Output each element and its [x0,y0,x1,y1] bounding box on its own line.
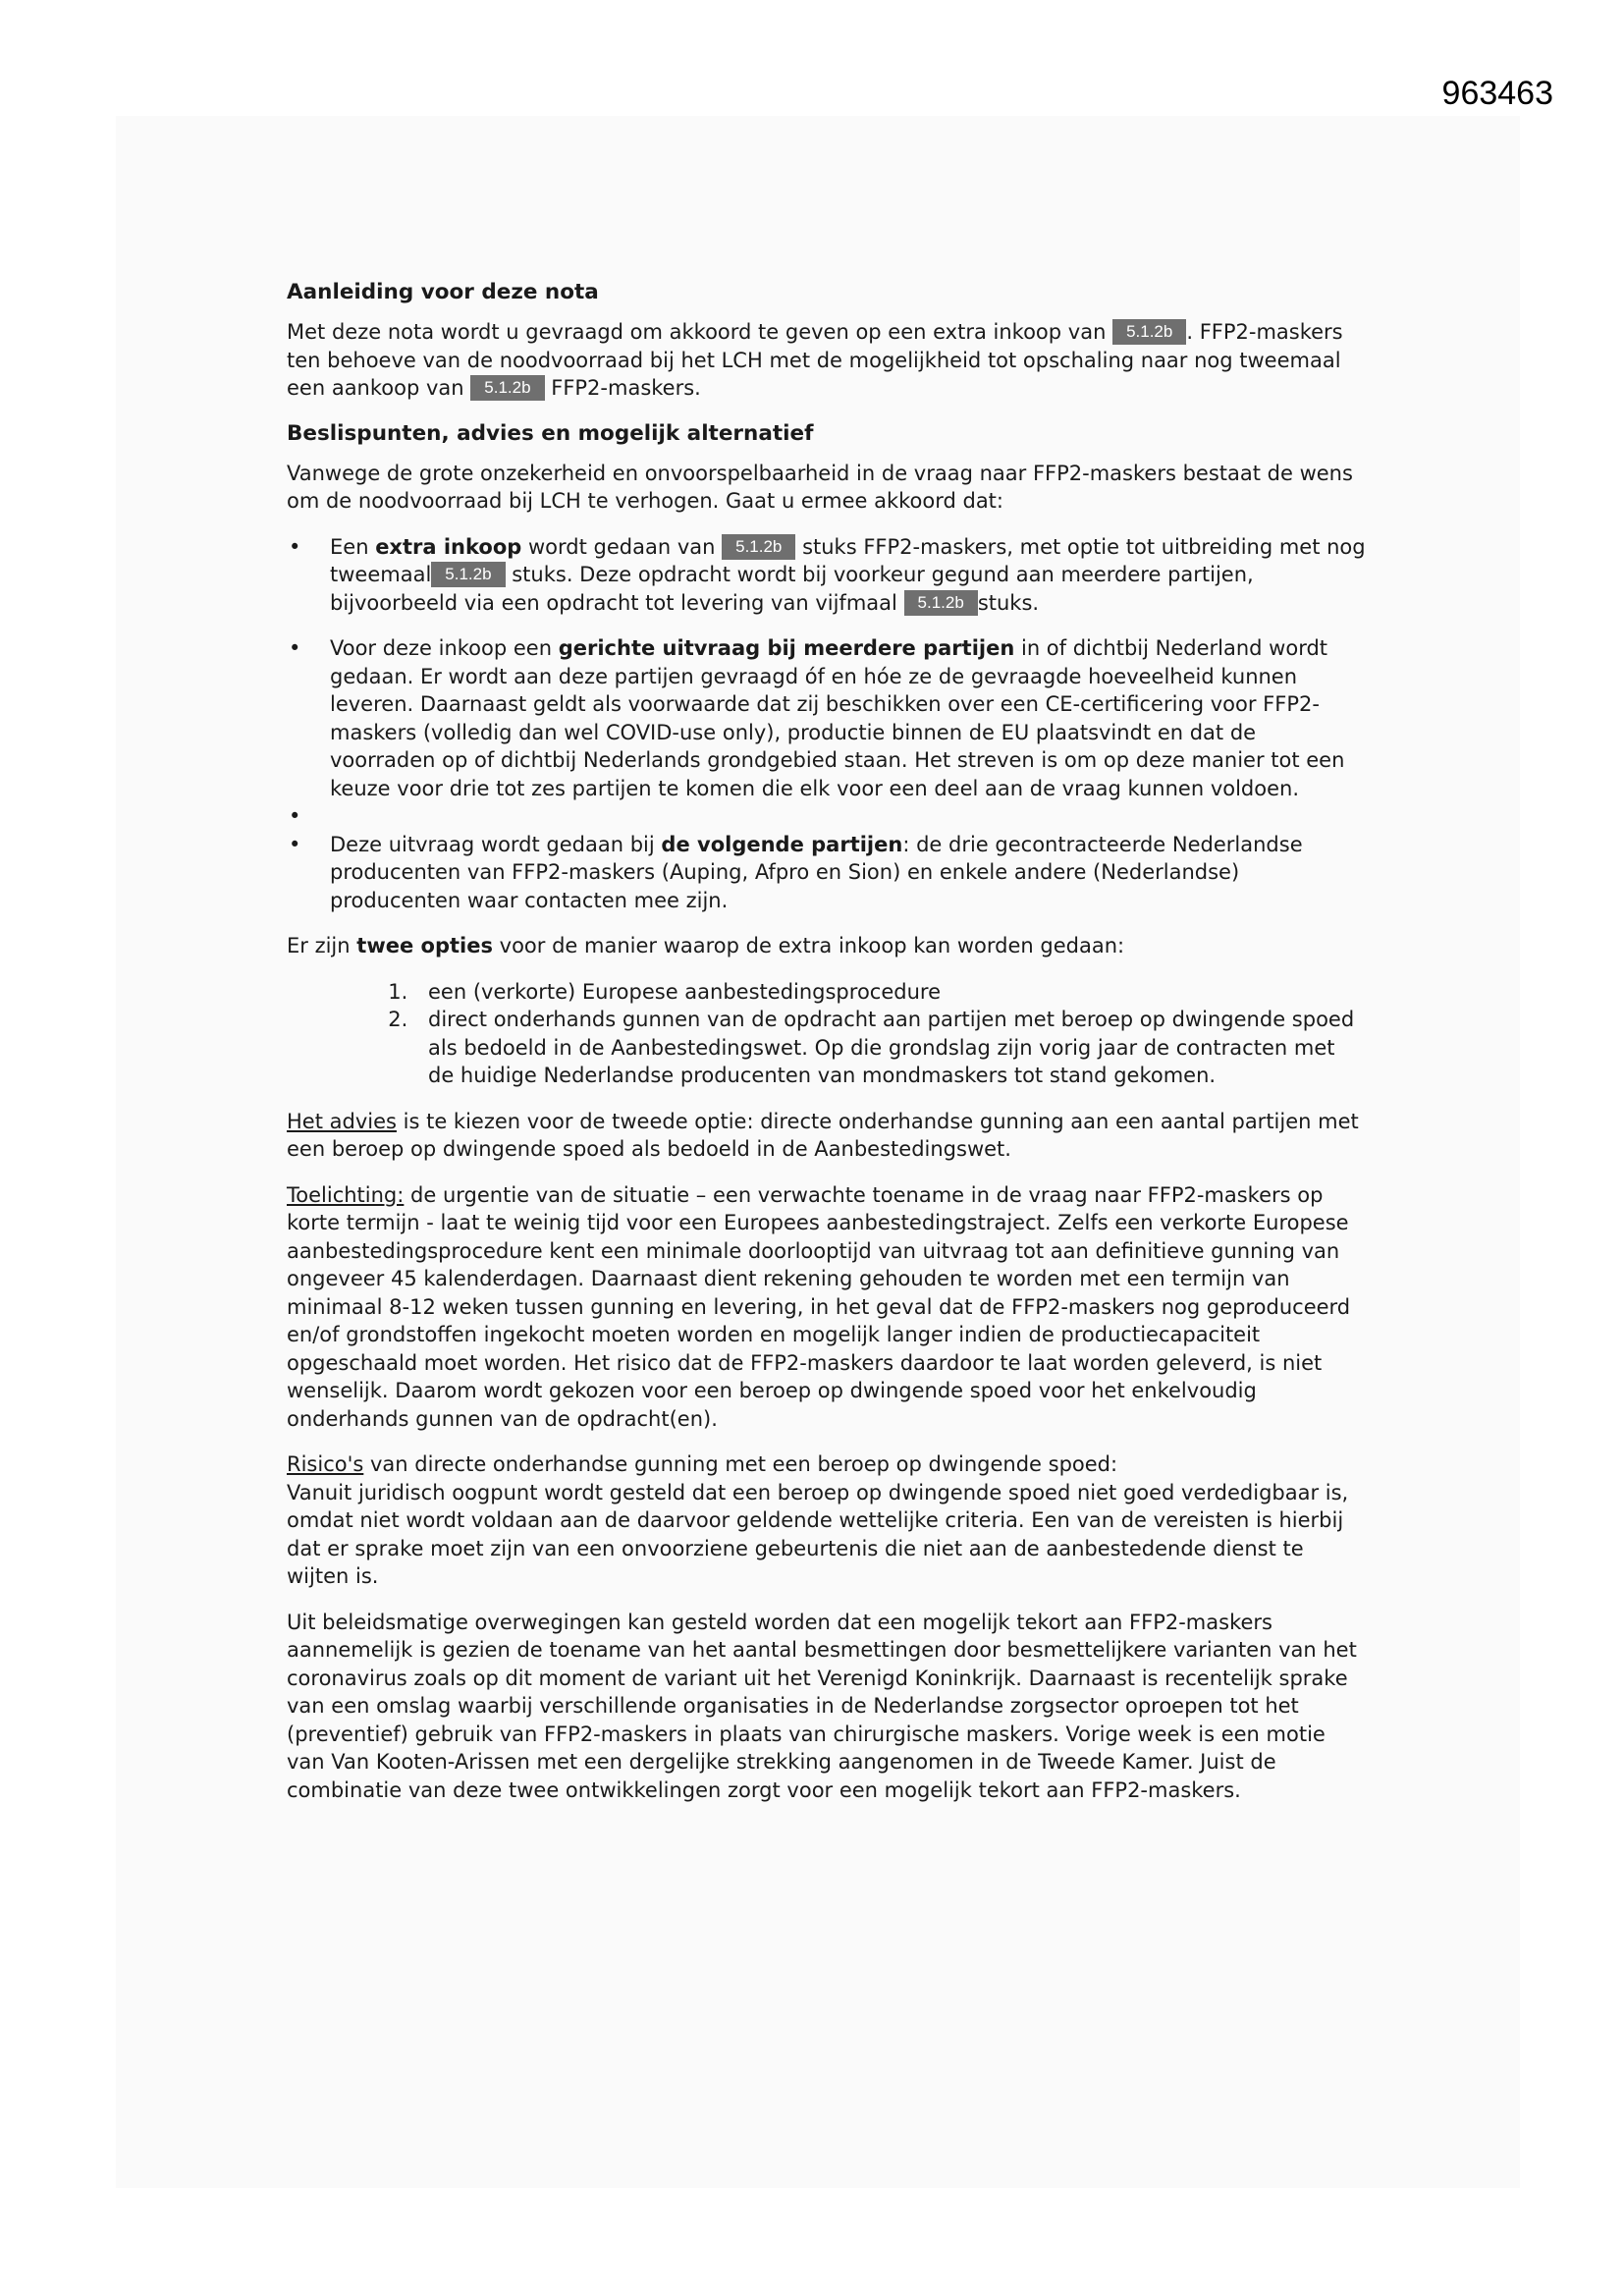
option-item: 1. een (verkorte) Europese aanbestedingsprocedure [414,978,1367,1007]
list-item: • Deze uitvraag wordt gedaan bij de volgende partijen: de drie gecontracteerde Nederlandse producenten van FFP2-maskers (Auping, Afpro en Sion) en enkele andere (Nederlandse) producenten waar contacten mee zijn. [287,831,1367,915]
list-item: • Een extra inkoop wordt gedaan van 5.1.2b stuks FFP2-maskers, met optie tot uitbreiding met nog tweemaal 5.1.2b stuks. Deze opdracht wordt bij voorkeur gegund aan meerdere partijen, bijvoorbeeld via een opdracht tot levering van vijfmaal 5.1.2b stuks. [287,533,1367,618]
paragraph-advice: Het advies is te kiezen voor de tweede optie: directe onderhandse gunning aan een aantal partijen met een beroep op dwingende spoed als bedoeld in de Aanbestedingswet. [287,1109,1359,1161]
list-item-empty [287,802,1367,831]
redaction-box: 5.1.2b [470,375,544,401]
paragraph-toelichting: Toelichting: de urgentie van de situatie – een verwachte toename in de vraag naar FFP2-maskers op korte termijn - laat te weinig tijd voor een Europees aanbestedingstraject. Zelfs een verkorte Europese aanbestedingsprocedure kent een minimale doorlooptijd van uitvraag tot aan definitieve gunning van ongeveer 45 kalenderdagen. Daarnaast dient rekening gehouden te worden met een termijn van minimaal 8-12 weken tussen gunning en levering, in het geval dat de FFP2-maskers nog geproduceerd en/of grondstoffen ingekocht moeten worden en mogelijk langer indien de productiecapaciteit opgeschaald moet worden. Het risico dat de FFP2-maskers daardoor te laat worden geleverd, is niet wenselijk. Daarom wordt gekozen voor een beroep op dwingende spoed voor het enkelvoudig onderhands gunnen van de opdracht(en). [287,1182,1351,1431]
redaction-box: 5.1.2b [1112,319,1186,345]
paragraph-intro: Vanwege de grote onzekerheid en onvoorspelbaarheid in de vraag naar FFP2-maskers bestaat de wens om de noodvoorraad bij LCH te verhogen. Gaat u ermee akkoord dat: [287,461,1353,513]
redaction-box: 5.1.2b [722,534,795,560]
paragraph-options: Er zijn twee opties voor de manier waarop de extra inkoop kan worden gedaan: [287,934,1125,957]
redaction-box: 5.1.2b [431,562,505,587]
options-list [287,978,1367,1090]
option-item: 2. direct onderhands gunnen van de opdracht aan partijen met beroep op dwingende spoed als bedoeld in de Aanbestedingswet. Op die grondslag zijn vorig jaar de contracten met de huidige Nederlandse producenten van mondmaskers tot stand gekomen. [414,1006,1367,1090]
document-page [287,279,1367,1822]
list-item: • Voor deze inkoop een gerichte uitvraag bij meerdere partijen in of dichtbij Nederland wordt gedaan. Er wordt aan deze partijen gevraagd óf en hóe ze de gevraagde hoeveelheid kunnen leveren. Daarnaast geldt als voorwaarde dat zij beschikken over een CE-certificering voor FFP2-maskers (volledig dan wel COVID-use only), productie binnen de EU plaatsvindt en dat de voorraden op of dichtbij Nederlands grondgebied staan. Het streven is om op deze manier tot een keuze voor drie tot zes partijen te komen die elk voor een deel aan de vraag kunnen voldoen. [287,634,1367,802]
paragraph-aanleiding: Met deze nota wordt u gevraagd om akkoord te geven op een extra inkoop van 5.1.2b . FFP2-maskers ten behoeve van de noodvoorraad bij het LCH met de mogelijkheid tot opschaling naar nog tweemaal een aankoop van 5.1.2b FFP2-maskers. [287,320,1343,400]
heading-beslispunten: Beslispunten, advies en mogelijk alternatief [287,420,814,446]
redaction-box: 5.1.2b [904,590,978,616]
paragraph-policy: Uit beleidsmatige overwegingen kan gesteld worden dat een mogelijk tekort aan FFP2-maskers aannemelijk is gezien de toename van het aantal besmettingen door besmettelijkere varianten van het coronavirus zoals op dit moment de variant uit het Verenigd Koninkrijk. Daarnaast is recentelijk sprake van een omslag waarbij verschillende organisaties in de Nederlandse zorgsector oproepen tot het (preventief) gebruik van FFP2-maskers in plaats van chirurgische maskers. Vorige week is een motie van Van Kooten-Arissen met een dergelijke strekking aangenomen in de Tweede Kamer. Juist de combinatie van deze twee ontwikkelingen zorgt voor een mogelijk tekort aan FFP2-maskers. [287,1610,1357,1802]
heading-aanleiding: Aanleiding voor deze nota [287,280,599,304]
document-id: 963463 [1441,75,1553,112]
decision-list [287,533,1367,915]
paragraph-risks: Risico's van directe onderhandse gunning met een beroep op dwingende spoed: Vanuit juridisch oogpunt wordt gesteld dat een beroep op dwingende spoed niet goed verdedigbaar is, omdat niet wordt voldaan aan de daarvoor geldende wettelijke criteria. Een van de vereisten is hierbij dat er sprake moet zijn van een onvoorziene gebeurtenis die niet aan de aanbestedende dienst te wijten is. [287,1452,1349,1588]
